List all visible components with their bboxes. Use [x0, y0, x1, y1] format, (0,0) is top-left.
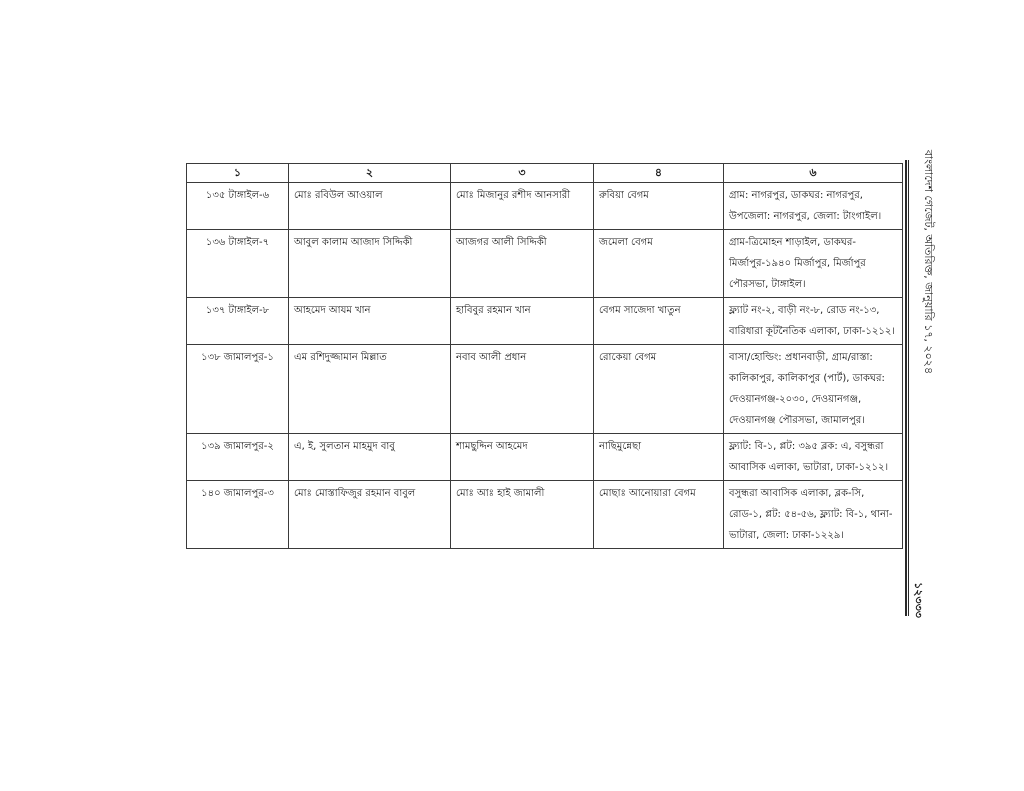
father-name-cell: মোঃ মিজানুর রশীদ আনসারী — [451, 183, 594, 230]
header-col-1: ১ — [187, 164, 289, 183]
constituency-cell: ১৪০ জামালপুর-৩ — [187, 481, 289, 549]
member-name-cell: মোঃ মোস্তাফিজুর রহমান বাবুল — [289, 481, 451, 549]
table-row — [187, 298, 903, 345]
member-name-cell: এ, ই, সুলতান মাহমুদ বাবু — [289, 434, 451, 481]
father-name-cell: শামছুদ্দিন আহমেদ — [451, 434, 594, 481]
father-name-cell: নবাব আলী প্রধান — [451, 345, 594, 434]
header-col-2: ২ — [289, 164, 451, 183]
header-col-3: ৩ — [451, 164, 594, 183]
address-cell: গ্রাম-ত্রিমোহন শাড়াইল, ডাকঘর-মির্জাপুর-১৯৪০ মির্জাপুর, মির্জাপুর পৌরসভা, টাঙ্গাইল। — [724, 230, 903, 298]
address-cell: ফ্ল্যাট নং-২, বাড়ী নং-৮, রোড নং-১৩, বারিধারা কূটনৈতিক এলাকা, ঢাকা-১২১২। — [724, 298, 903, 345]
mother-name-cell: বেগম সাজেদা খাতুন — [594, 298, 724, 345]
page-number-text: ১২৩৩৩ — [912, 582, 925, 618]
address-cell: ফ্ল্যাট: বি-১, প্লট: ৩৯৫ ব্লক: এ, বসুন্ধরা আবাসিক এলাকা, ভাটারা, ঢাকা-১২১২। — [724, 434, 903, 481]
father-name-cell: আজগর আলী সিদ্দিকী — [451, 230, 594, 298]
margin-rule — [905, 160, 907, 616]
table-row — [187, 481, 903, 549]
constituency-cell: ১৩৫ টাঙ্গাইল-৬ — [187, 183, 289, 230]
father-name-cell: মোঃ আঃ হাই জামালী — [451, 481, 594, 549]
mother-name-cell: নাছিমুন্নেছা — [594, 434, 724, 481]
members-table — [186, 163, 903, 549]
table-row — [187, 345, 903, 434]
member-name-cell: আবুল কালাম আজাদ সিদ্দিকী — [289, 230, 451, 298]
address-cell: বসুন্ধরা আবাসিক এলাকা, ব্লক-সি, রোড-১, প্লট: ৫৪-৫৬, ফ্ল্যাট: বি-১, থানা-ভাটারা, জেলা: ঢাকা-১২২৯। — [724, 481, 903, 549]
address-cell: গ্রাম: নাগরপুর, ডাকঘর: নাগরপুর, উপজেলা: নাগরপুর, জেলা: টাংগাইল। — [724, 183, 903, 230]
table-row — [187, 434, 903, 481]
constituency-cell: ১৩৬ টাঙ্গাইল-৭ — [187, 230, 289, 298]
address-cell: বাসা/হোল্ডিং: প্রধানবাড়ী, গ্রাম/রাস্তা: কালিকাপুর, কালিকাপুর (পার্ট), ডাকঘর: দেওয়ানগঞ্জ-২০৩০, দেওয়ানগঞ্জ, দেওয়ানগঞ্জ পৌরসভা, জামালপুর। — [724, 345, 903, 434]
table-row — [187, 230, 903, 298]
running-header-text: বাংলাদেশ গেজেট, অতিরিক্ত, জানুয়ারি ১৭, ২০২৪ — [922, 149, 935, 375]
margin-rule-inner — [908, 160, 909, 616]
mother-name-cell: রুবিয়া বেগম — [594, 183, 724, 230]
constituency-cell: ১৩৯ জামালপুর-২ — [187, 434, 289, 481]
member-name-cell: আহমেদ আযম খান — [289, 298, 451, 345]
father-name-cell: হাবিবুর রহমান খান — [451, 298, 594, 345]
mother-name-cell: মোছাঃ আনোয়ারা বেগম — [594, 481, 724, 549]
mother-name-cell: জমেলা বেগম — [594, 230, 724, 298]
mother-name-cell: রোকেয়া বেগম — [594, 345, 724, 434]
constituency-cell: ১৩৮ জামালপুর-১ — [187, 345, 289, 434]
member-name-cell: মোঃ রবিউল আওয়াল — [289, 183, 451, 230]
table-row — [187, 183, 903, 230]
member-name-cell: এম রশিদুজ্জামান মিল্লাত — [289, 345, 451, 434]
table-header-row — [187, 164, 903, 183]
header-col-4: ৪ — [594, 164, 724, 183]
constituency-cell: ১৩৭ টাঙ্গাইল-৮ — [187, 298, 289, 345]
header-col-5: ৬ — [724, 164, 903, 183]
